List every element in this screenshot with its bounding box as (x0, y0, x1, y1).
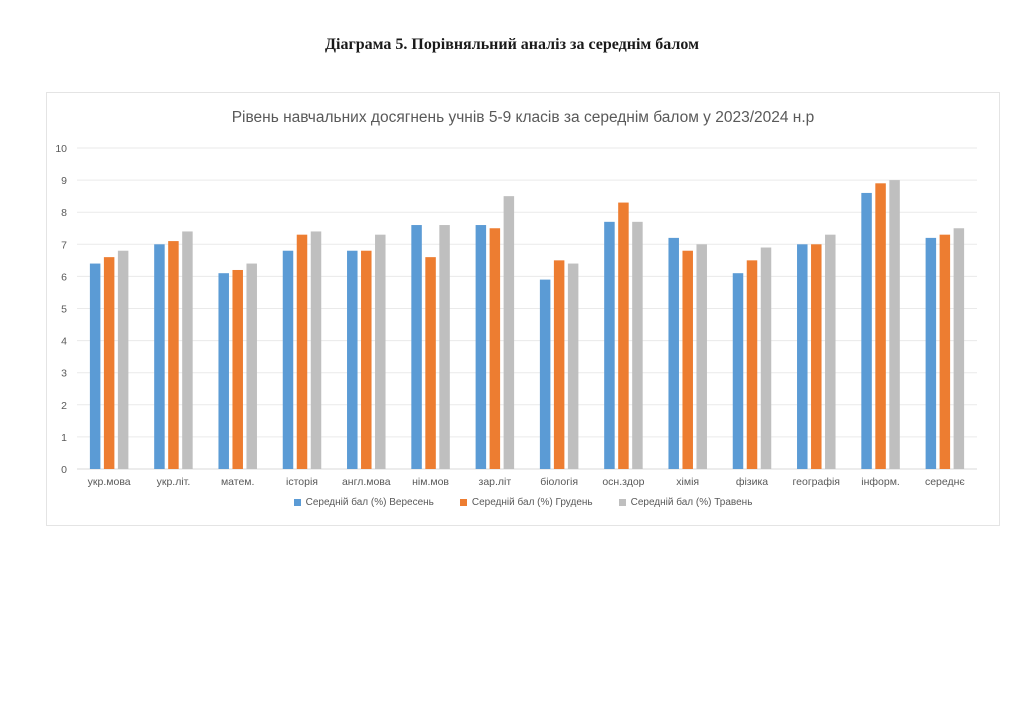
y-tick-label: 5 (61, 303, 67, 316)
legend-swatch (619, 499, 626, 506)
bar (154, 244, 165, 469)
y-tick-label: 1 (61, 431, 67, 444)
bar (540, 280, 551, 469)
legend-label: Середній бал (%) Грудень (471, 497, 593, 508)
bar (761, 248, 772, 469)
bar (361, 251, 372, 469)
bar (311, 231, 322, 469)
x-tick-label: нім.мов (412, 476, 450, 488)
y-tick-label: 2 (61, 399, 67, 412)
legend-entry (460, 497, 593, 508)
y-tick-label: 10 (55, 143, 67, 155)
bar (811, 244, 822, 469)
x-tick-label: укр.мова (87, 476, 131, 488)
legend-label: Середній бал (%) Травень (630, 497, 753, 508)
y-tick-label: 8 (61, 207, 67, 220)
chart-title: Рівень навчальних досягнень учнів 5-9 класів за середнім балом у 2023/2024 н.р (231, 109, 815, 126)
x-tick-label: інформ. (861, 476, 900, 488)
x-tick-label: осн.здор (602, 476, 645, 488)
bar (476, 225, 487, 469)
y-tick-label: 7 (61, 239, 67, 252)
document-heading: Діаграма 5. Порівняльний аналіз за середнім балом (325, 36, 699, 53)
legend-label: Середній бал (%) Вересень (305, 497, 434, 508)
bar (554, 260, 565, 469)
bar (618, 203, 629, 469)
bar (825, 235, 836, 469)
bar (425, 257, 436, 469)
bar (889, 180, 900, 469)
x-tick-label: хімія (676, 476, 700, 488)
bar (297, 235, 308, 469)
bar (246, 264, 257, 469)
bar (747, 260, 758, 469)
bar (861, 193, 872, 469)
chart-legend (47, 497, 999, 508)
bar (439, 225, 450, 469)
bar (875, 183, 886, 469)
bar (926, 238, 937, 469)
bar (104, 257, 115, 469)
y-tick-label: 3 (61, 367, 67, 380)
x-tick-label: зар.літ (478, 476, 512, 488)
bar (604, 222, 615, 469)
bar (682, 251, 693, 469)
bar (347, 251, 358, 469)
bar (411, 225, 422, 469)
bar (568, 264, 579, 469)
y-tick-label: 0 (61, 464, 67, 476)
bar (940, 235, 951, 469)
bar-chart (47, 93, 999, 493)
x-tick-label: укр.літ. (156, 476, 191, 488)
bar (218, 273, 229, 469)
bar (668, 238, 679, 469)
bar (632, 222, 643, 469)
bar (490, 228, 501, 469)
bar (797, 244, 808, 469)
x-tick-label: фізика (735, 476, 769, 488)
y-tick-label: 9 (61, 175, 67, 188)
x-tick-label: географія (792, 476, 841, 488)
bar (118, 251, 128, 469)
bar (375, 235, 386, 469)
legend-swatch (460, 499, 467, 506)
x-tick-label: історія (286, 476, 318, 488)
bar (90, 264, 101, 469)
bar (504, 196, 515, 469)
legend-entry (294, 497, 434, 508)
bar (168, 241, 179, 469)
y-tick-label: 4 (61, 335, 67, 348)
chart-area (46, 92, 1000, 526)
y-tick-label: 6 (61, 271, 67, 284)
x-tick-label: англ.мова (341, 476, 391, 488)
legend-entry (619, 497, 753, 508)
x-tick-label: матем. (220, 476, 255, 488)
bar (696, 244, 707, 469)
bar (733, 273, 744, 469)
x-tick-label: середнє (924, 476, 965, 488)
bar (954, 228, 965, 469)
bar (182, 231, 193, 469)
legend-swatch (294, 499, 301, 506)
bar (283, 251, 294, 469)
x-tick-label: біологія (540, 476, 579, 488)
bar (232, 270, 243, 469)
